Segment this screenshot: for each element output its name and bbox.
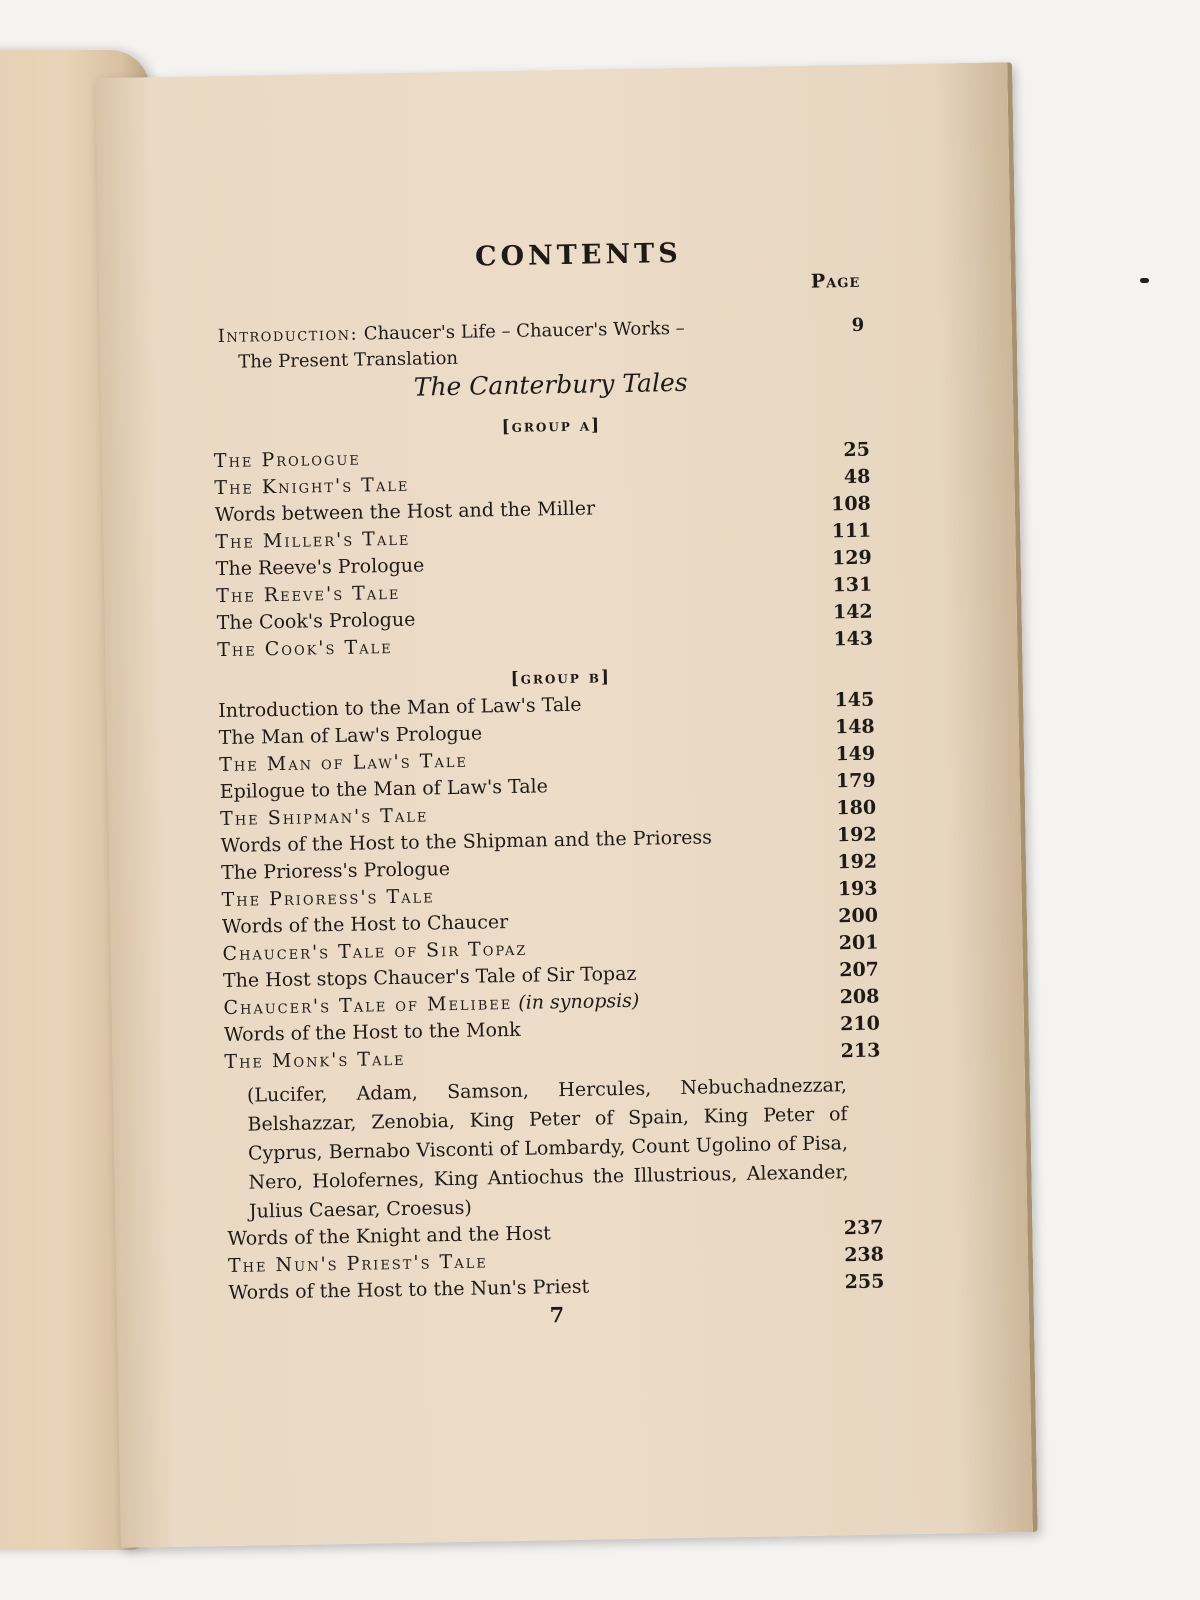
toc-entry-title: Epilogue to the Man of Law's Tale <box>219 775 549 804</box>
toc-entry-title: Words of the Host to Chaucer <box>221 911 509 939</box>
toc-entry-page: 210 <box>840 1012 881 1036</box>
toc-entry-page: 179 <box>835 769 876 793</box>
toc-entry-title: Chaucer's Tale of Sir Topaz <box>222 937 528 966</box>
folio-number: 7 <box>549 1302 565 1328</box>
toc-entry-page: 148 <box>834 715 875 739</box>
toc-entry-page: 193 <box>837 877 878 901</box>
toc-entry-page: 143 <box>833 627 874 651</box>
book-title: The Canterbury Tales <box>413 367 688 402</box>
toc-entry-title: The Man of Law's Tale <box>219 749 469 777</box>
right-page <box>95 62 1038 1548</box>
toc-entry-title: Words of the Knight and the Host <box>227 1222 551 1250</box>
contents-page <box>95 62 1033 1548</box>
toc-entry-title: The Reeve's Prologue <box>215 554 425 581</box>
toc-entry-page: 142 <box>832 600 873 624</box>
toc-entry-page: 213 <box>840 1039 881 1063</box>
toc-entry-title: The Man of Law's Prologue <box>218 722 483 750</box>
group-a-label: [group a] <box>501 415 602 438</box>
toc-entry-title: The Prioress's Tale <box>221 885 435 912</box>
group-a-list <box>102 436 1018 668</box>
group-b-list <box>106 686 1024 1080</box>
toc-entry-page: 192 <box>836 823 877 847</box>
toc-entry-title: Introduction to the Man of Law's Tale <box>218 693 582 723</box>
toc-entry-page: 255 <box>844 1270 885 1294</box>
introduction-line1: Chaucer's Life – Chaucer's Works – <box>363 317 685 345</box>
toc-entry-page: 25 <box>843 438 871 462</box>
group-b-label: [group b] <box>510 667 612 689</box>
toc-entry-title: The Prioress's Prologue <box>220 858 451 885</box>
toc-entry-title: The Nun's Priest's Tale <box>227 1250 488 1277</box>
toc-entry-title-suffix: (in synopsis) <box>518 989 640 1014</box>
toc-entry-title: The Host stops Chaucer's Tale of Sir Topaz <box>222 962 637 993</box>
toc-entry-page: 192 <box>837 850 878 874</box>
toc-entry-title-main: Chaucer's Tale of Melibee <box>223 991 513 1020</box>
toc-entry-page: 145 <box>834 688 875 712</box>
contents-heading: CONTENTS <box>474 237 682 273</box>
toc-entry-page: 131 <box>832 573 873 597</box>
toc-entry-title: The Reeve's Tale <box>216 581 401 608</box>
introduction-page: 9 <box>851 314 865 336</box>
introduction-line2: The Present Translation <box>238 347 459 373</box>
toc-entry-title: The Miller's Tale <box>215 527 411 554</box>
toc-entry-page: 180 <box>836 796 877 820</box>
toc-entry-title: Words of the Host to the Nun's Priest <box>228 1275 590 1304</box>
toc-entry-title: The Knight's Tale <box>214 473 410 500</box>
toc-entry-page: 207 <box>839 958 880 982</box>
toc-entry-page: 129 <box>831 546 872 570</box>
toc-entry-page: 108 <box>830 492 871 516</box>
toc-entry-page: 149 <box>835 742 876 766</box>
introduction-label: Introduction: <box>217 323 359 348</box>
background-speck <box>1140 278 1149 283</box>
toc-entry-page: 201 <box>838 931 879 955</box>
toc-entry-title: Words of the Host to the Monk <box>223 1018 521 1047</box>
page-column-label: Page <box>810 269 861 293</box>
toc-entry-page: 200 <box>838 904 879 928</box>
toc-entry-title: The Cook's Prologue <box>216 608 416 635</box>
toc-entry-title: The Cook's Tale <box>217 636 393 662</box>
toc-entry-page: 208 <box>839 985 880 1009</box>
toc-entry-page: 48 <box>843 465 871 489</box>
toc-entry-page: 111 <box>831 519 872 543</box>
toc-entry-title: Words of the Host to the Shipman and the Prioress <box>220 826 713 858</box>
toc-entry-title: Words between the Host and the Miller <box>214 497 596 527</box>
toc-entry-title: The Shipman's Tale <box>220 804 429 831</box>
toc-entry-page: 237 <box>843 1216 884 1240</box>
group-b-after-list <box>115 1214 1028 1311</box>
toc-entry-page: 238 <box>844 1243 885 1267</box>
toc-entry-title: The Monk's Tale <box>224 1047 406 1074</box>
toc-entry-title: The Prologue <box>213 447 362 473</box>
monk-tale-subjects: (Lucifer, Adam, Samson, Hercules, Nebuchadnezzar, Belshazzar, Zenobia, King Peter of Spain, King Peter of Cyprus, Bernabo Visconti of Lombardy, Count Ugolino of Pisa, Nero, Holofernes, King Antiochus the Illustrious, Alexander, Julius Caesar, Croesus) <box>246 1074 849 1223</box>
